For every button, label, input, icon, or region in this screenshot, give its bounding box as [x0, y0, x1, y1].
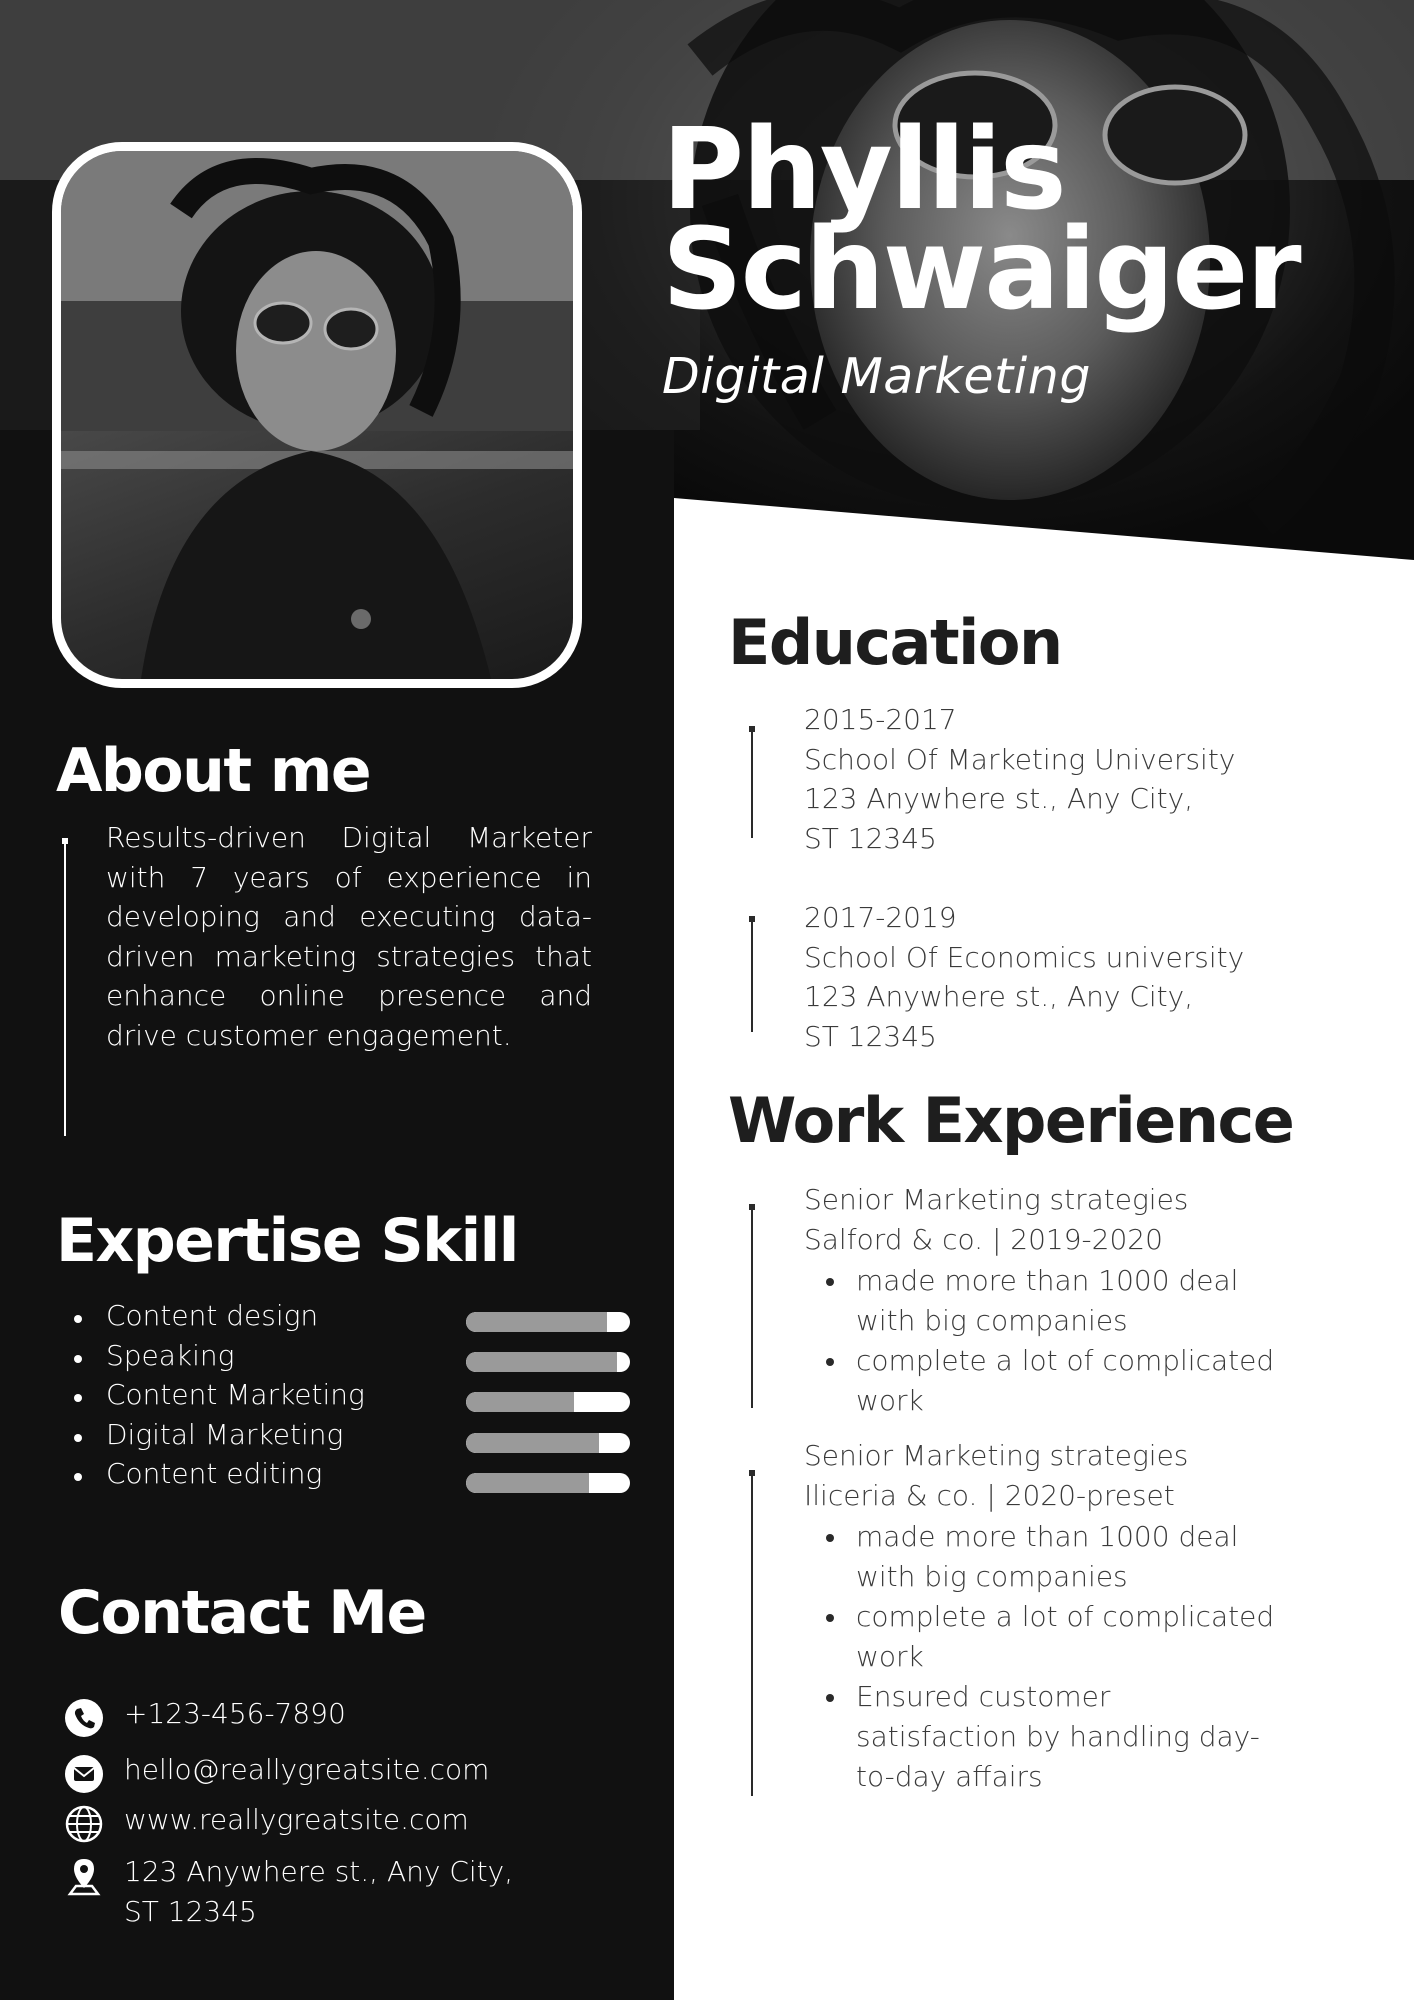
work-bullet-continuation: with big companies — [856, 1560, 1128, 1593]
bullet-icon — [74, 1434, 82, 1442]
first-name: Phyllis — [662, 105, 1065, 235]
work-entry — [804, 1180, 1274, 1421]
education-school: School Of Marketing University — [804, 742, 1236, 776]
skill-label: Content editing — [106, 1457, 323, 1490]
work-company: Salford & co. | 2019-2020 — [804, 1222, 1163, 1256]
skill-level-fill — [466, 1312, 607, 1332]
education-timeline-line — [751, 916, 753, 1032]
phone-text: +123-456-7890 — [124, 1697, 346, 1730]
email-icon — [64, 1754, 104, 1794]
website-text: www.reallygreatsite.com — [124, 1803, 469, 1836]
portrait-graphic — [61, 151, 573, 679]
contact-phone — [62, 1694, 582, 1744]
address-line-1: 123 Anywhere st., Any City, — [124, 1855, 514, 1888]
work-bullet-continuation: with big companies — [856, 1304, 1128, 1337]
bullet-icon — [74, 1473, 82, 1481]
education-years: 2015-2017 — [804, 703, 957, 736]
profile-photo — [52, 142, 582, 688]
skill-item — [62, 1375, 582, 1415]
work-heading: Work Experience — [728, 1084, 1294, 1157]
work-timeline-line — [751, 1470, 753, 1796]
skills-heading: Expertise Skill — [56, 1206, 518, 1276]
work-bullets — [804, 1517, 1274, 1797]
bullet-icon — [74, 1355, 82, 1363]
about-heading: About me — [56, 736, 371, 806]
education-address-line-2: ST 12345 — [804, 1019, 937, 1053]
education-address-line-2: ST 12345 — [804, 821, 937, 855]
skill-label: Speaking — [106, 1338, 235, 1372]
skill-level-bar — [466, 1392, 630, 1412]
work-timeline-line — [751, 1204, 753, 1408]
skill-label: Content design — [106, 1299, 319, 1332]
skill-level-bar — [466, 1473, 630, 1493]
skill-level-fill — [466, 1433, 599, 1453]
work-bullet: made more than 1000 deal — [804, 1517, 1274, 1557]
skill-item — [62, 1415, 582, 1455]
job-title: Digital Marketing — [662, 348, 1091, 405]
skill-level-bar — [466, 1433, 630, 1453]
about-text: Results-driven Digital Marketer with 7 years of experience in developing and executing data-driven marketing strategies that enhance online presence and drive customer engagement. — [106, 821, 592, 1052]
skill-level-fill — [466, 1352, 617, 1372]
address-line-2: ST 12345 — [124, 1895, 257, 1928]
person-name — [662, 105, 1300, 335]
work-bullets — [804, 1261, 1274, 1421]
work-bullet: complete a lot of complicated — [804, 1597, 1274, 1637]
skill-label: Digital Marketing — [106, 1417, 344, 1451]
work-company: Iliceria & co. | 2020-preset — [804, 1478, 1175, 1512]
bullet-icon — [74, 1315, 82, 1323]
skill-item — [62, 1296, 582, 1336]
work-bullet-continuation: work — [856, 1384, 924, 1417]
skill-label: Content Marketing — [106, 1378, 365, 1411]
bullet-icon — [74, 1394, 82, 1402]
skill-level-bar — [466, 1352, 630, 1372]
work-entry — [804, 1436, 1274, 1797]
contact-website — [62, 1800, 582, 1850]
location-icon — [64, 1856, 104, 1896]
education-school: School Of Economics university — [804, 940, 1245, 974]
work-bullet: complete a lot of complicated — [804, 1341, 1274, 1381]
work-title: Senior Marketing strategies — [804, 1183, 1189, 1216]
last-name: Schwaiger — [662, 205, 1300, 335]
about-timeline-line — [64, 838, 66, 1136]
education-entry — [804, 898, 1244, 1056]
skill-level-fill — [466, 1392, 574, 1412]
skill-level-bar — [466, 1312, 630, 1332]
work-bullet-continuation: work — [856, 1640, 924, 1673]
work-bullet: Ensured customer — [804, 1677, 1274, 1717]
phone-icon — [64, 1698, 104, 1738]
contact-email — [62, 1750, 582, 1800]
contact-address — [62, 1852, 582, 1936]
work-bullet-continuation: satisfaction by handling day- — [856, 1720, 1260, 1753]
education-address-line-1: 123 Anywhere st., Any City, — [804, 980, 1194, 1013]
globe-icon — [64, 1804, 104, 1844]
education-entry — [804, 700, 1235, 858]
skill-item — [62, 1454, 582, 1494]
education-heading: Education — [728, 606, 1062, 679]
skill-level-fill — [466, 1473, 589, 1493]
skill-item — [62, 1336, 582, 1376]
education-years: 2017-2019 — [804, 901, 957, 934]
email-text: hello@reallygreatsite.com — [124, 1753, 490, 1786]
education-address-line-1: 123 Anywhere st., Any City, — [804, 782, 1194, 815]
contact-heading: Contact Me — [58, 1578, 426, 1648]
skills-list — [62, 1296, 582, 1494]
work-bullet-continuation: to-day affairs — [856, 1760, 1043, 1793]
education-timeline-line — [751, 726, 753, 838]
work-title: Senior Marketing strategies — [804, 1439, 1189, 1472]
work-bullet: made more than 1000 deal — [804, 1261, 1274, 1301]
